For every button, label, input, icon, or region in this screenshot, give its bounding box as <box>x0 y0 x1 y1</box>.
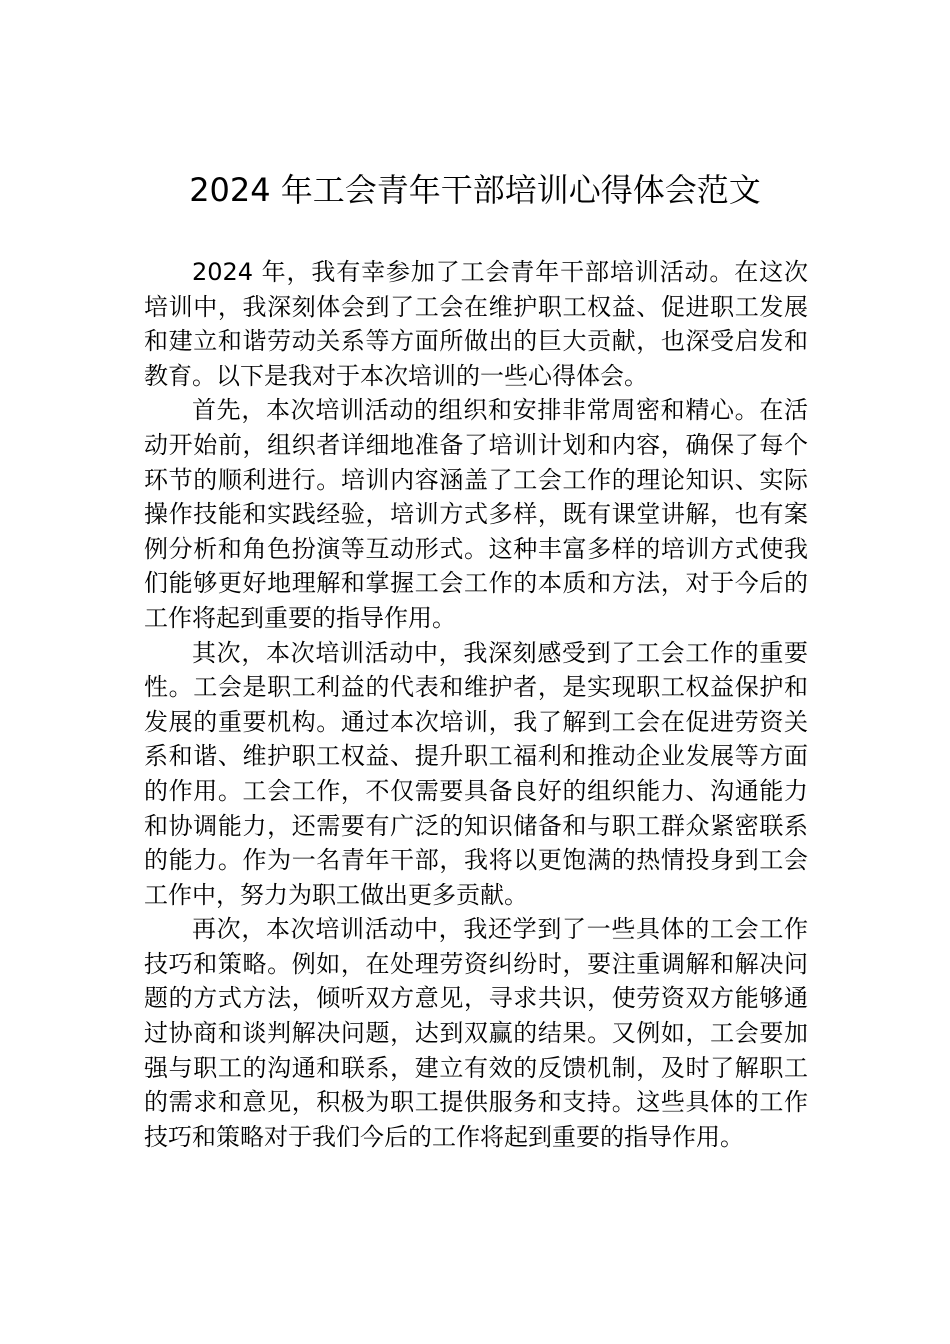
document-body <box>144 255 808 1154</box>
paragraph-intro: 2024 年，我有幸参加了工会青年干部培训活动。在这次培训中，我深刻体会到了工会在维护职工权益、促进职工发展和建立和谐劳动关系等方面所做出的巨大贡献，也深受启发和教育。以下是我对于本次培训的一些心得体会。 <box>144 258 808 390</box>
paragraph-first: 首先，本次培训活动的组织和安排非常周密和精心。在活动开始前，组织者详细地准备了培训计划和内容，确保了每个环节的顺利进行。培训内容涵盖了工会工作的理论知识、实际操作技能和实践经验，培训方式多样，既有课堂讲解，也有案例分析和角色扮演等互动形式。这种丰富多样的培训方式使我们能够更好地理解和掌握工会工作的本质和方法，对于今后的工作将起到重要的指导作用。 <box>144 396 808 632</box>
paragraph-third: 再次，本次培训活动中，我还学到了一些具体的工会工作技巧和策略。例如，在处理劳资纠纷时，要注重调解和解决问题的方式方法，倾听双方意见，寻求共识，使劳资双方能够通过协商和谈判解决问题，达到双赢的结果。又例如，工会要加强与职工的沟通和联系，建立有效的反馈机制，及时了解职工的需求和意见，积极为职工提供服务和支持。这些具体的工作技巧和策略对于我们今后的工作将起到重要的指导作用。 <box>144 915 808 1151</box>
document-title: 2024 年工会青年干部培训心得体会范文 <box>189 171 761 209</box>
paragraph-second: 其次，本次培训活动中，我深刻感受到了工会工作的重要性。工会是职工利益的代表和维护者，是实现职工权益保护和发展的重要机构。通过本次培训，我了解到工会在促进劳资关系和谐、维护职工权益、提升职工福利和推动企业发展等方面的作用。工会工作，不仅需要具备良好的组织能力、沟通能力和协调能力，还需要有广泛的知识储备和与职工群众紧密联系的能力。作为一名青年干部，我将以更饱满的热情投身到工会工作中，努力为职工做出更多贡献。 <box>144 638 808 909</box>
